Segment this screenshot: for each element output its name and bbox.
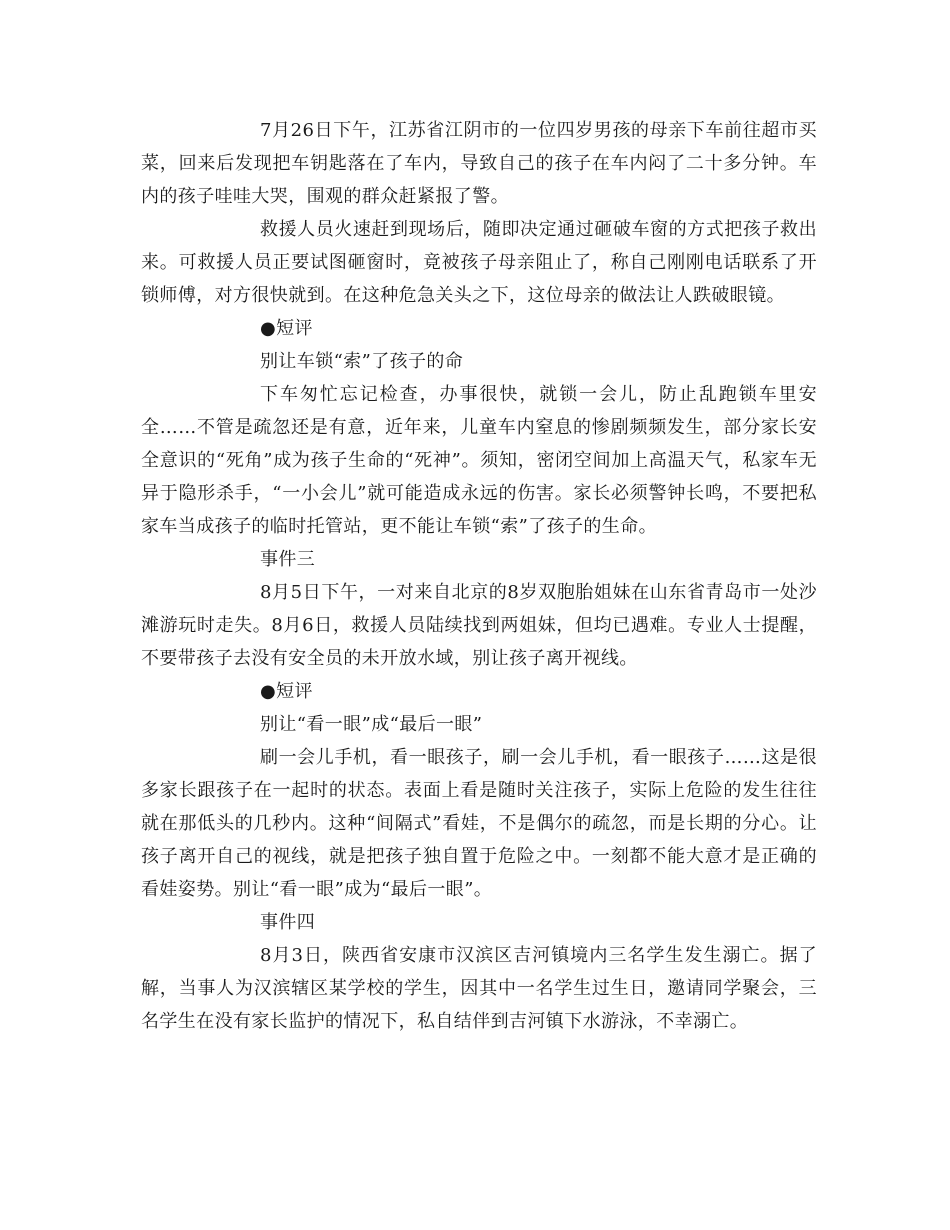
- event-four-title: 事件四: [260, 912, 316, 933]
- event-four-description: 8月3日，陕西省安康市汉滨区吉河镇境内三名学生发生溺亡。据了解，当事人为汉滨辖区某学校的学生，因其中一名学生过生日，邀请同学聚会，三名学生在没有家长监护的情况下，私自结伴到吉河镇下水游泳，不幸溺亡。: [141, 945, 817, 1032]
- review-body: 下车匆忙忘记检查，办事很快，就锁一会儿，防止乱跑锁车里安全……不管是疏忽还是有意，近年来，儿童车内窒息的惨剧频频发生，部分家长安全意识的“死角”成为孩子生命的“死神”。须知，密闭空间加上高温天气，私家车无异于隐形杀手，“一小会儿”就可能造成永远的伤害。家长必须警钟长鸣，不要把私家车当成孩子的临时托管站，更不能让车锁“索”了孩子的生命。: [141, 384, 817, 537]
- event-two-rescue: 救援人员火速赶到现场后，随即决定通过砸破车窗的方式把孩子救出来。可救援人员正要试图砸窗时，竟被孩子母亲阻止了，称自己刚刚电话联系了开锁师傅，对方很快就到。在这种危急关头之下，这位母亲的做法让人跌破眼镜。: [141, 219, 817, 306]
- event-two-description: 7月26日下午，江苏省江阴市的一位四岁男孩的母亲下车前往超市买菜，回来后发现把车钥匙落在了车内，导致自己的孩子在车内闷了二十多分钟。车内的孩子哇哇大哭，围观的群众赶紧报了警。: [141, 120, 817, 207]
- review-title: 别让车锁“索”了孩子的命: [260, 351, 464, 372]
- event-three-title: 事件三: [260, 549, 316, 570]
- short-review-label: ●短评: [260, 318, 313, 339]
- short-review-label: ●短评: [260, 681, 313, 702]
- document-body: [141, 114, 817, 1038]
- review-body: 刷一会儿手机，看一眼孩子，刷一会儿手机，看一眼孩子……这是很多家长跟孩子在一起时的状态。表面上看是随时关注孩子，实际上危险的发生往往就在那低头的几秒内。这种“间隔式”看娃，不是偶尔的疏忽，而是长期的分心。让孩子离开自己的视线，就是把孩子独自置于危险之中。一刻都不能大意才是正确的看娃姿势。别让“看一眼”成为“最后一眼”。: [141, 747, 817, 900]
- review-title: 别让“看一眼”成“最后一眼”: [260, 714, 483, 735]
- event-three-description: 8月5日下午，一对来自北京的8岁双胞胎姐妹在山东省青岛市一处沙滩游玩时走失。8月6日，救援人员陆续找到两姐妹，但均已遇难。专业人士提醒，不要带孩子去没有安全员的未开放水域，别让孩子离开视线。: [141, 582, 817, 669]
